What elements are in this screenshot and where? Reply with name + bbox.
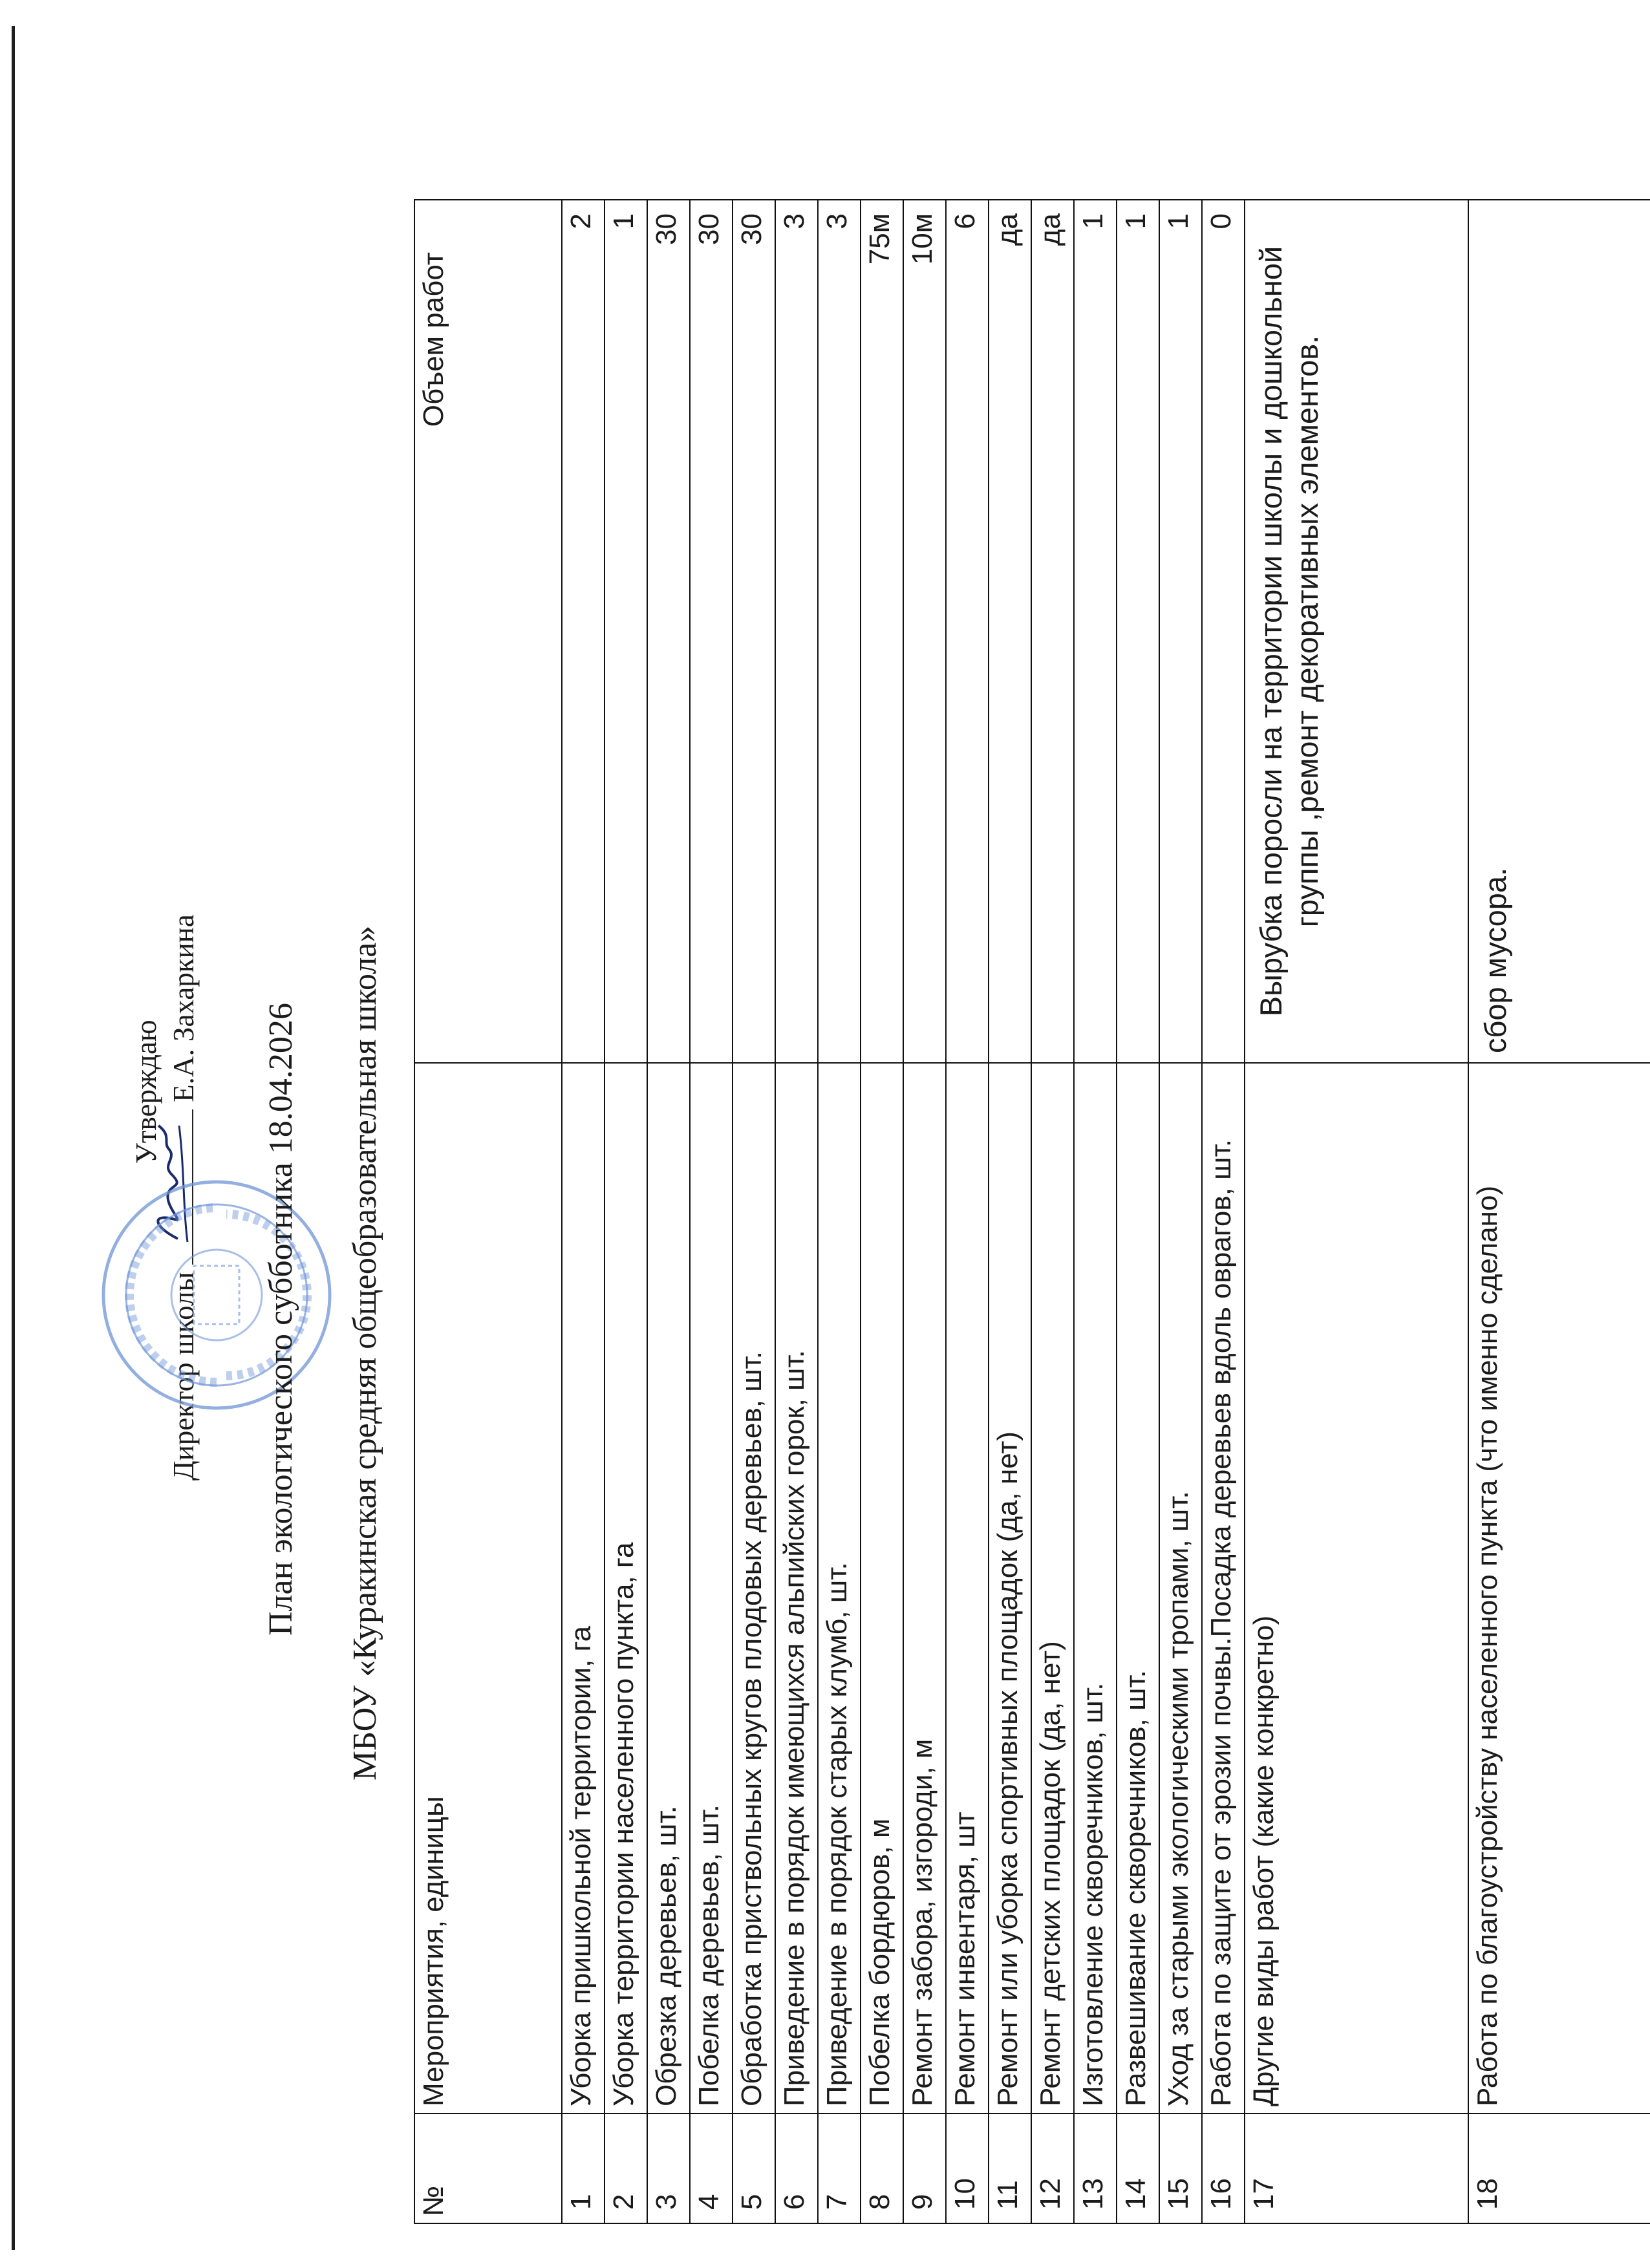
row-activity: Развешивание скворечников, шт. [1117, 1063, 1159, 2113]
row-number: 12 [1031, 2113, 1074, 2223]
table-row [1245, 200, 1468, 2223]
row-number: 14 [1117, 2113, 1159, 2223]
row-volume: 1 [1117, 200, 1159, 1063]
table-row [1031, 200, 1074, 2223]
row-number: 17 [1245, 2113, 1468, 2223]
row-number: 1 [562, 2113, 605, 2223]
row-volume: Вырубка поросли на территории школы и дошкольной группы ,ремонт декоративных элементов. [1245, 200, 1468, 1063]
row-volume: 6 [946, 200, 989, 1063]
row-activity: Ремонт детских площадок (да, нет) [1031, 1063, 1074, 2113]
row-number: 8 [861, 2113, 903, 2223]
row-number: 7 [818, 2113, 861, 2223]
row-activity: Побелка деревьев, шт. [690, 1063, 733, 2113]
row-activity: Уход за старыми экологическими тропами, шт. [1159, 1063, 1202, 2113]
row-number: 15 [1159, 2113, 1202, 2223]
table-row [1117, 200, 1159, 2223]
row-activity: Побелка бордюров, м [861, 1063, 903, 2113]
table-row [775, 200, 818, 2223]
table-row [989, 200, 1031, 2223]
column-header-activity: Мероприятия, единицы [414, 1063, 562, 2113]
director-label: Директор школы [167, 1272, 200, 1481]
row-volume: 30 [647, 200, 690, 1063]
row-activity: Ремонт или уборка спортивных площадок (да, нет) [989, 1063, 1031, 2113]
row-activity: Работа по защите от эрозии почвы.Посадка деревьев вдоль оврагов, шт. [1202, 1063, 1245, 2113]
row-number: 2 [605, 2113, 647, 2223]
row-activity: Изготовление скворечников, шт. [1074, 1063, 1117, 2113]
row-number: 16 [1202, 2113, 1245, 2223]
approve-label: Утверждаю [130, 1020, 162, 1164]
table-row [690, 200, 733, 2223]
row-number: 10 [946, 2113, 989, 2223]
row-activity: Уборка пришкольной территории, га [562, 1063, 605, 2113]
table-header-row [414, 200, 562, 2223]
row-number: 13 [1074, 2113, 1117, 2223]
row-activity: Обрезка деревьев, шт. [647, 1063, 690, 2113]
row-volume: 1 [605, 200, 647, 1063]
row-volume: да [1031, 200, 1074, 1063]
table-row [1074, 200, 1117, 2223]
table-row [903, 200, 946, 2223]
school-title: МБОУ «Куракинская средняя общеобразовательная школа» [347, 925, 383, 1781]
table-row [1159, 200, 1202, 2223]
row-volume: 30 [690, 200, 733, 1063]
row-volume: 2 [562, 200, 605, 1063]
row-activity: Ремонт инвентаря, шт [946, 1063, 989, 2113]
row-number: 9 [903, 2113, 946, 2223]
column-header-number: № [414, 2113, 562, 2223]
row-volume: 1 [1074, 200, 1117, 1063]
plan-title: План экологического субботника 18.04.2026 [262, 1003, 299, 1636]
row-volume: да [989, 200, 1031, 1063]
row-volume: 10м [903, 200, 946, 1063]
row-volume: 1 [1159, 200, 1202, 1063]
row-number: 11 [989, 2113, 1031, 2223]
director-name: Е.А. Захаркина [167, 914, 200, 1102]
plan-table [414, 199, 1650, 2224]
row-volume: сбор мусора. [1468, 200, 1650, 1063]
row-number: 3 [647, 2113, 690, 2223]
row-number: 5 [733, 2113, 775, 2223]
table-row [946, 200, 989, 2223]
table-row [1468, 200, 1650, 2223]
table-row [818, 200, 861, 2223]
row-volume: 3 [775, 200, 818, 1063]
row-number: 6 [775, 2113, 818, 2223]
row-activity: Ремонт забора, изгороди, м [903, 1063, 946, 2113]
table-row [605, 200, 647, 2223]
round-seal-stamp [97, 1175, 336, 1415]
table-row [861, 200, 903, 2223]
row-activity: Приведение в порядок старых клумб, шт. [818, 1063, 861, 2113]
row-number: 18 [1468, 2113, 1650, 2223]
table-row [733, 200, 775, 2223]
row-volume: 30 [733, 200, 775, 1063]
row-activity: Другие виды работ (какие конкретно) [1245, 1063, 1468, 2113]
row-activity: Обработка приствольных кругов плодовых деревьев, шт. [733, 1063, 775, 2113]
table-row [1202, 200, 1245, 2223]
table-row [562, 200, 605, 2223]
document-header [0, 0, 414, 2268]
row-activity: Работа по благоустройству населенного пункта (что именно сделано) [1468, 1063, 1650, 2113]
row-activity: Приведение в порядок имеющихся альпийских горок, шт. [775, 1063, 818, 2113]
table-row [647, 200, 690, 2223]
row-activity: Уборка территории населенного пункта, га [605, 1063, 647, 2113]
row-number: 4 [690, 2113, 733, 2223]
row-volume: 3 [818, 200, 861, 1063]
row-volume: 0 [1202, 200, 1245, 1063]
column-header-volume: Объем работ [414, 200, 562, 1063]
row-volume: 75м [861, 200, 903, 1063]
